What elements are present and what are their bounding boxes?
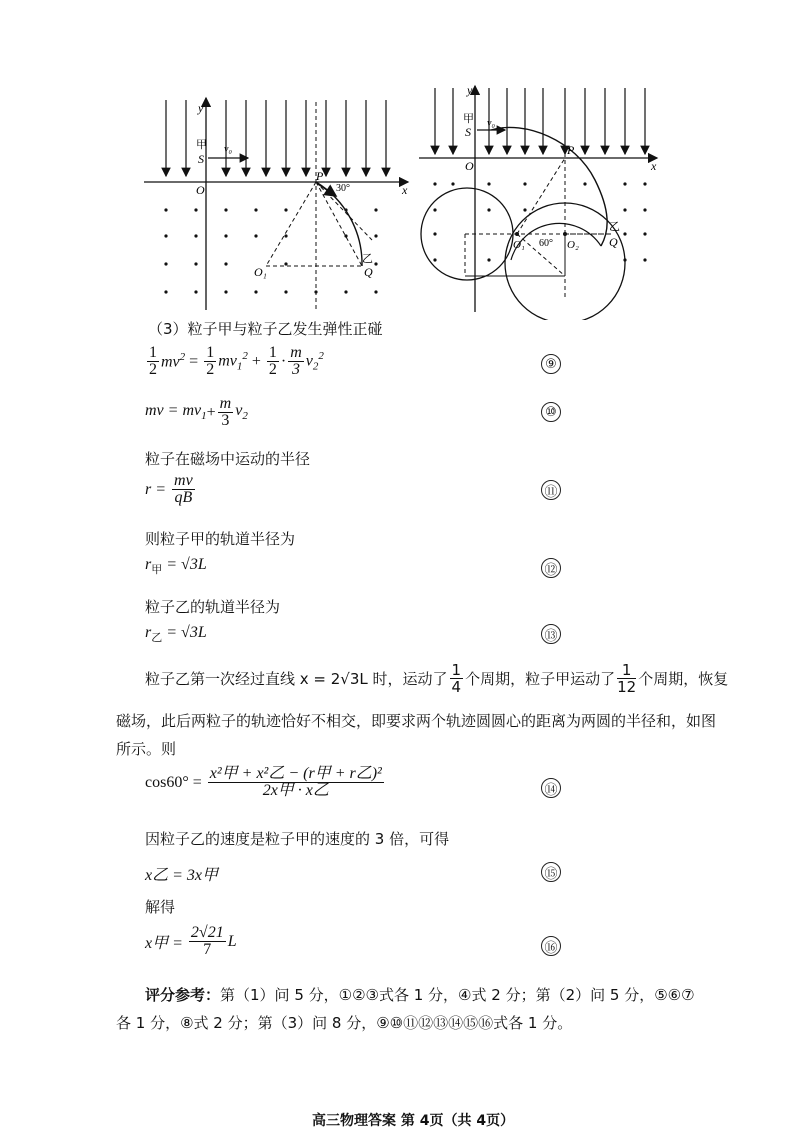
- equation-14: cos60° = $\frac{\text{x²甲 + x²乙 − (r甲 + r乙)²}}{\text{2x甲 · x乙}}$: [145, 765, 382, 799]
- equation-10-marker: ⑩: [541, 402, 561, 422]
- equation-15-marker: ⑮: [541, 862, 561, 882]
- solve-text: 解得: [145, 898, 176, 916]
- speed-text: 因粒子乙的速度是粒子甲的速度的 3 倍，可得: [145, 830, 450, 848]
- fig2-s-label: S: [465, 125, 471, 139]
- scoring-line-2: 各 1 分，⑧式 2 分；第（3）问 8 分，⑨⑩⑪⑫⑬⑭⑮⑯式各 1 分。: [116, 1014, 573, 1032]
- paragraph-line-3: 所示。则: [116, 740, 177, 758]
- fig2-yi-label: 乙: [609, 220, 620, 233]
- page-footer: 高三物理答案 第 4页（共 4页）: [312, 1113, 515, 1129]
- equation-16: x甲 = $\frac{2√21}{7}$ L: [145, 924, 237, 958]
- fig1-yi-label: 乙: [362, 252, 373, 265]
- fig1-q-label: Q: [364, 265, 373, 279]
- fig1-s-label: S: [198, 152, 204, 166]
- equation-13-marker: ⑬: [541, 624, 561, 644]
- equation-9-marker: ⑨: [541, 354, 561, 374]
- equation-12: $r_甲 = √3L$: [145, 556, 207, 577]
- fig2-angle-label: 60°: [539, 238, 553, 249]
- fig2-o2-label: O₂: [567, 239, 579, 251]
- fig2-o1-label: O₁: [513, 239, 525, 251]
- equation-11-marker: ⑪: [541, 480, 561, 500]
- fig1-jia-label: 甲: [196, 138, 207, 151]
- fig1-v0-label: v₀: [224, 144, 232, 155]
- paragraph-line-2: 磁场，此后两粒子的轨迹恰好不相交，即要求两个轨迹圆圆心的距离为两圆的半径和，如图: [116, 712, 717, 730]
- fig2-jia-label: 甲: [463, 112, 474, 125]
- equation-14-marker: ⑭: [541, 778, 561, 798]
- fig2-x-label: x: [651, 159, 657, 173]
- figure-2-diagram: [415, 80, 670, 320]
- equation-15: x乙 = 3x甲: [145, 867, 219, 884]
- fig2-v0-label: v₀: [487, 118, 495, 129]
- figure-1-diagram: [140, 90, 420, 315]
- fig1-y-label: y: [198, 101, 204, 115]
- fig2-y-label: y: [467, 83, 473, 97]
- equation-16-marker: ⑯: [541, 936, 561, 956]
- equation-13: $r_乙 = √3L$: [145, 624, 207, 645]
- fig1-angle-label: 30°: [336, 183, 350, 194]
- equation-10: mv = $mv_1$ + $\frac{m}{3}$ $v_2$: [145, 395, 248, 429]
- scoring-line-1: 评分参考：第（1）问 5 分，①②③式各 1 分，④式 2 分；第（2）问 5 分，⑤⑥⑦: [145, 986, 695, 1004]
- yi-radius-text: 粒子乙的轨道半径为: [145, 598, 281, 616]
- fig2-q-label: Q: [609, 235, 618, 249]
- fig1-origin-label: O: [196, 183, 205, 197]
- fig1-o1-label: O₁: [254, 265, 267, 279]
- equation-9: $\frac{1}{2}$ $mv^2$ = $\frac{1}{2}$ $mv_1^2$ + $\frac{1}{2}$ · $\frac{m}{3}$ $v_2^2$: [149, 344, 324, 378]
- jia-radius-text: 则粒子甲的轨道半径为: [145, 530, 296, 548]
- fig1-x-label: x: [402, 183, 408, 197]
- equation-12-marker: ⑫: [541, 558, 561, 578]
- paragraph-line-1: 粒子乙第一次经过直线 x = 2√3L 时，运动了 $\frac{1}{4}$ 个周期，粒子甲运动了 $\frac{1}{12}$ 个周期，恢复: [145, 661, 729, 696]
- fig2-origin-label: O: [465, 159, 474, 173]
- fig2-p-label: P: [567, 143, 575, 157]
- part3-intro: （3）粒子甲与粒子乙发生弹性正碰: [148, 320, 383, 338]
- fig1-p-label: P: [316, 169, 324, 183]
- equation-11: r = $\frac{mv}{qB}$: [145, 472, 193, 506]
- radius-text: 粒子在磁场中运动的半径: [145, 450, 311, 468]
